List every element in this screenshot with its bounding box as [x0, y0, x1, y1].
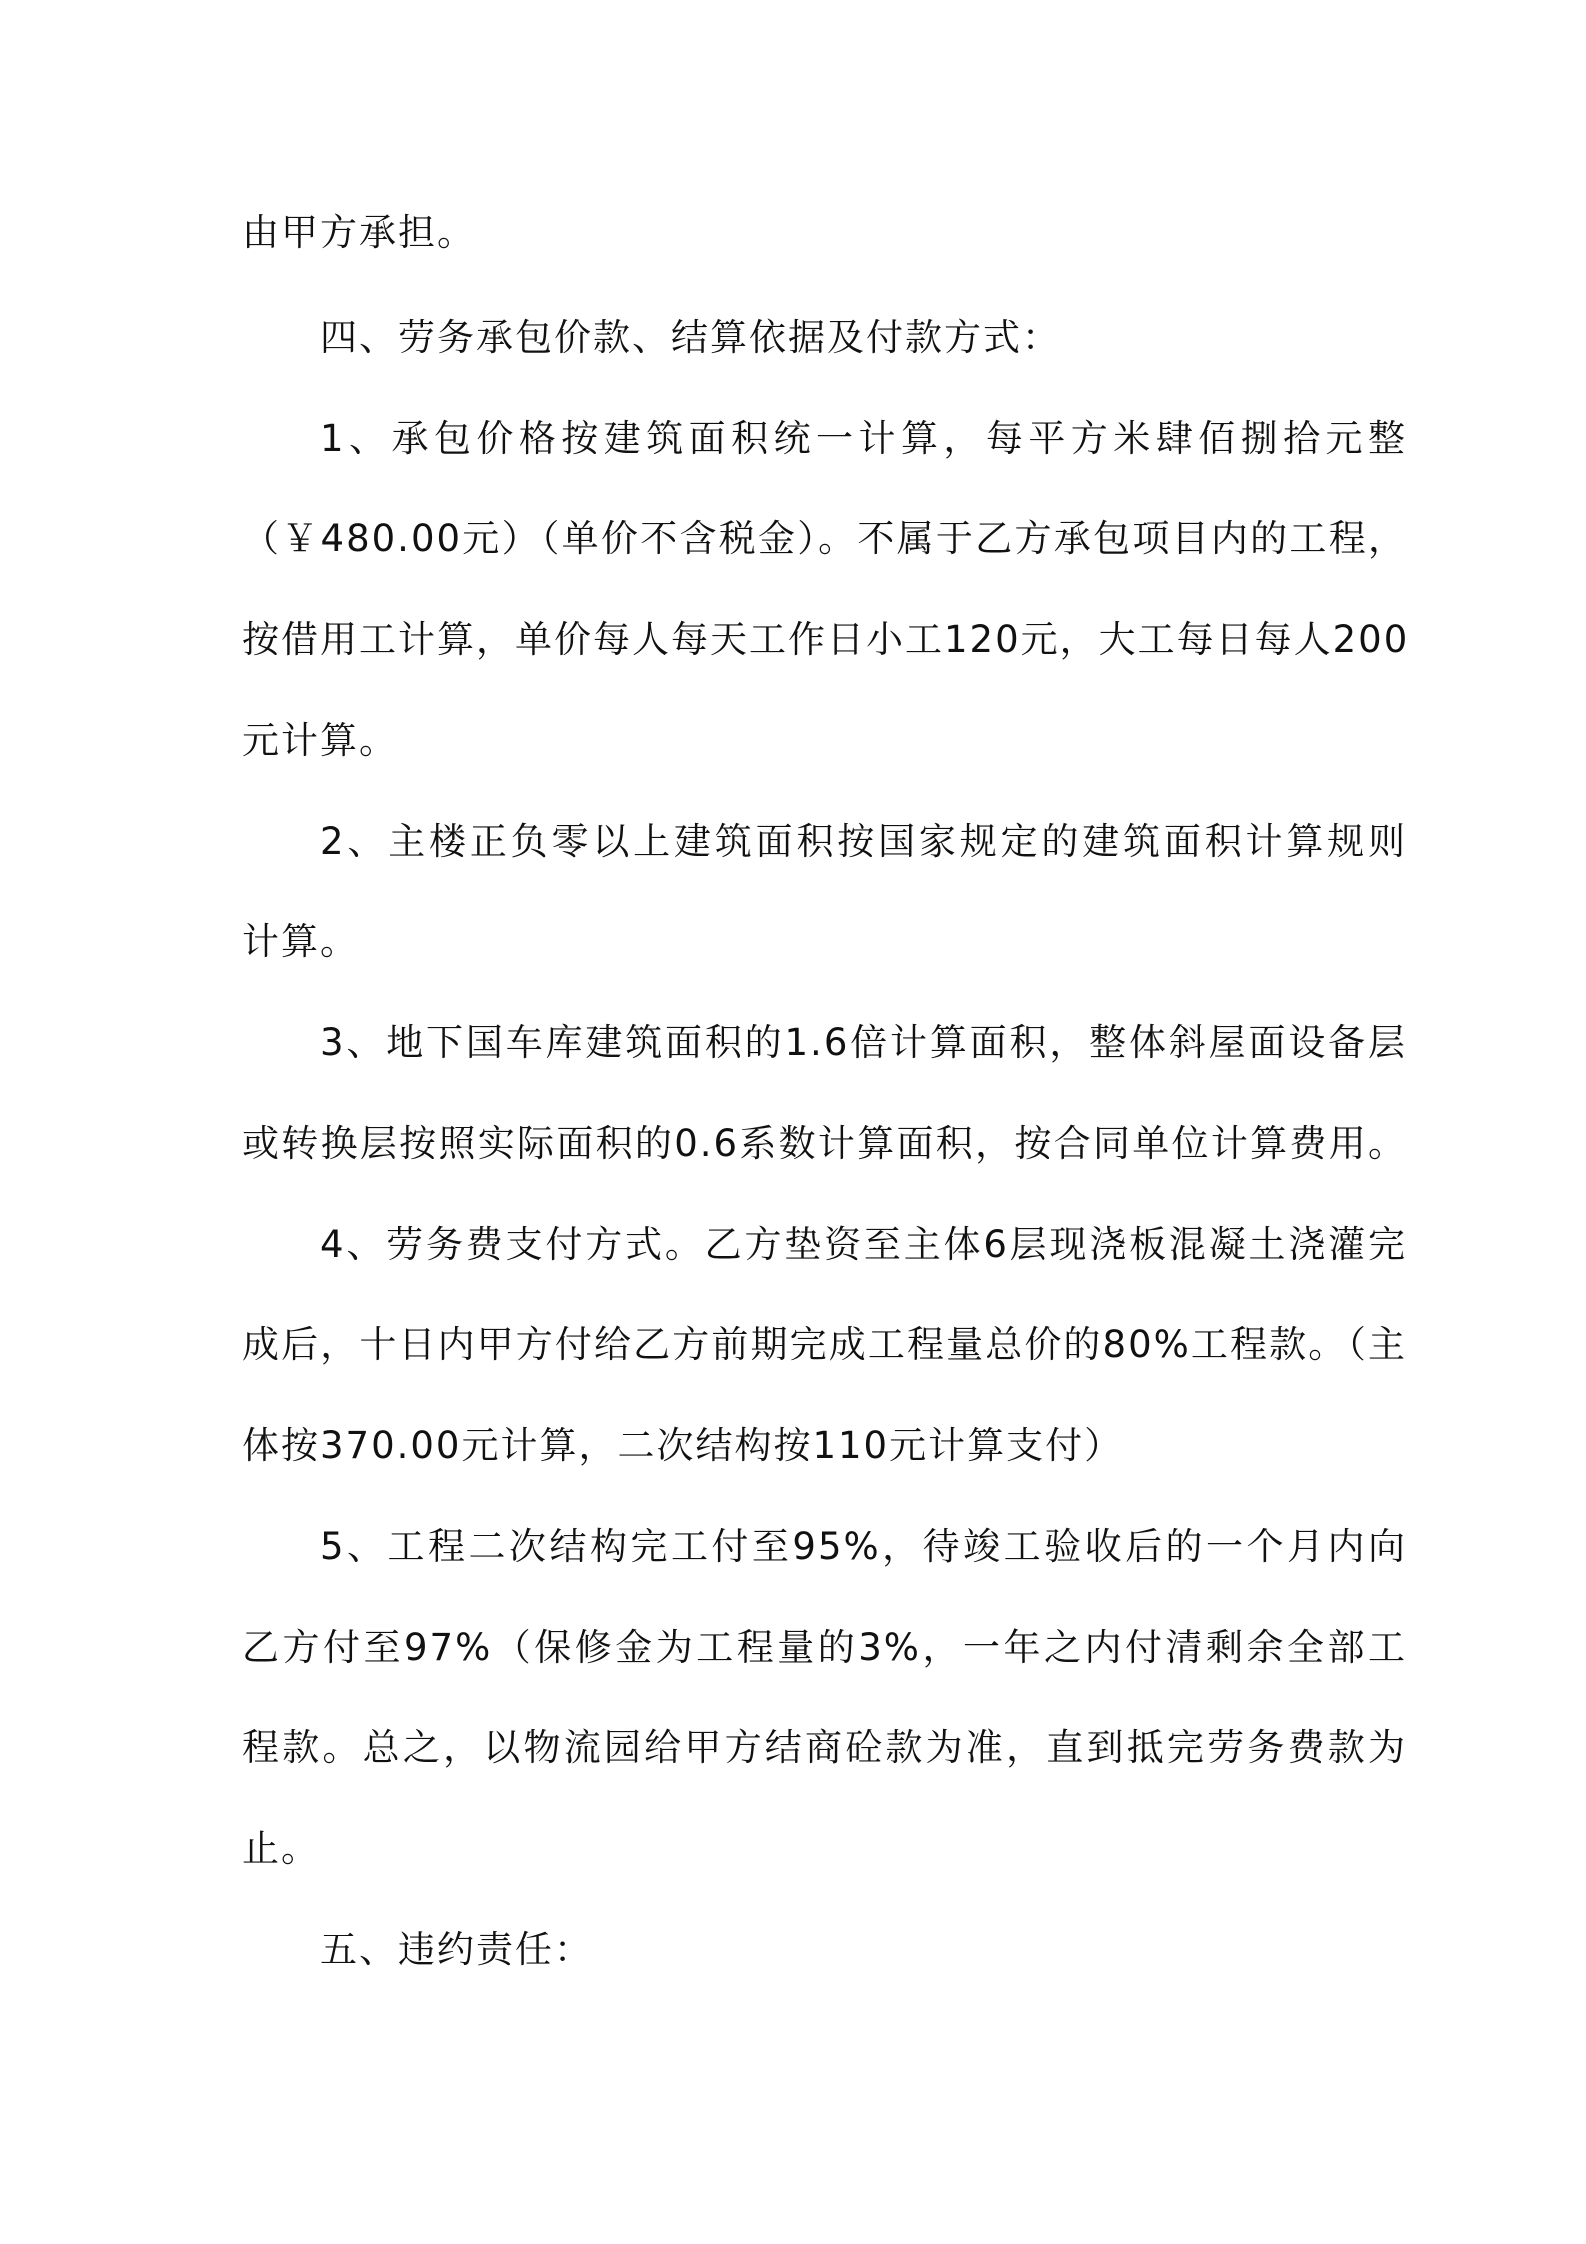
clause-1-line: 按借用工计算，单价每人每天工作日小工120元，大工每日每人200: [242, 618, 1410, 661]
section-heading-payment: 四、劳务承包价款、结算依据及付款方式：: [320, 316, 1061, 359]
clause-3-line: 3、地下国车库建筑面积的1.6倍计算面积，整体斜屋面设备层: [320, 1021, 1407, 1064]
clause-4-line: 体按370.00元计算，二次结构按110元计算支付）: [242, 1424, 1124, 1467]
clause-3-line: 或转换层按照实际面积的0.6系数计算面积，按合同单位计算费用。: [242, 1122, 1407, 1165]
clause-4-line: 成后，十日内甲方付给乙方前期完成工程量总价的80%工程款。（主: [242, 1323, 1407, 1366]
clause-5-line: 5、工程二次结构完工付至95%，待竣工验收后的一个月内向: [320, 1525, 1407, 1568]
clause-4-line: 4、劳务费支付方式。乙方垫资至主体6层现浇板混凝土浇灌完: [320, 1223, 1407, 1266]
clause-5-line: 程款。总之，以物流园给甲方结商砼款为准，直到抵完劳务费款为: [242, 1726, 1407, 1769]
clause-5-line: 乙方付至97%（保修金为工程量的3%，一年之内付清剩余全部工: [242, 1626, 1407, 1669]
clause-2-line: 2、主楼正负零以上建筑面积按国家规定的建筑面积计算规则: [320, 820, 1407, 863]
section-heading-liability: 五、违约责任：: [320, 1928, 593, 1971]
clause-1-line: 元计算。: [242, 719, 398, 762]
clause-1-line: （￥480.00元）（单价不含税金）。不属于乙方承包项目内的工程，: [242, 517, 1407, 560]
clause-2-line: 计算。: [242, 920, 359, 963]
paragraph-line: 由甲方承担。: [242, 211, 476, 254]
clause-5-line: 止。: [242, 1827, 320, 1870]
clause-1-line: 1、承包价格按建筑面积统一计算，每平方米肆佰捌拾元整: [320, 417, 1407, 460]
